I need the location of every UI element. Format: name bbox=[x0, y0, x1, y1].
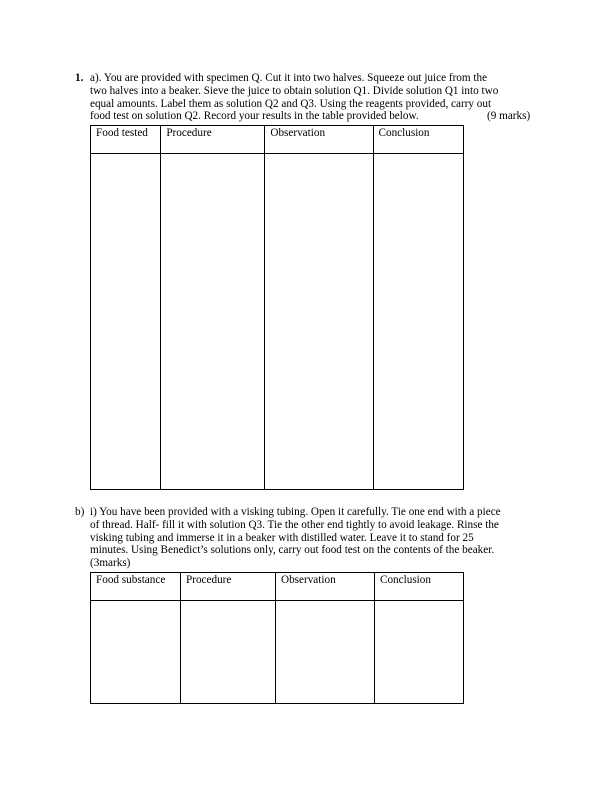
question-number: 1. bbox=[75, 72, 84, 84]
header-observation: Observation bbox=[265, 126, 373, 154]
answer-cell[interactable] bbox=[375, 601, 464, 704]
results-table-a bbox=[90, 125, 464, 490]
question-b-line: visking tubing and immerse it in a beaker with distilled water. Leave it to stand for 25 bbox=[90, 531, 474, 544]
header-food-tested: Food tested bbox=[91, 126, 161, 154]
question-a-line: two halves into a beaker. Sieve the juice to obtain solution Q1. Divide solution Q1 into two bbox=[90, 84, 499, 97]
header-conclusion: Conclusion bbox=[375, 573, 464, 601]
question-a-line: a). You are provided with specimen Q. Cut it into two halves. Squeeze out juice from the bbox=[90, 72, 488, 84]
answer-cell[interactable] bbox=[91, 601, 181, 704]
question-b-line: of thread. Half- fill it with solution Q3. Tie the other end tightly to avoid leakage. Rinse the bbox=[90, 518, 499, 531]
marks-label: (9 marks) bbox=[487, 110, 531, 122]
question-a-text bbox=[90, 72, 498, 123]
question-b-line: i) You have been provided with a visking tubing. Open it carefully. Tie one end with a piece bbox=[90, 506, 501, 518]
results-table-b bbox=[90, 572, 464, 704]
header-procedure: Procedure bbox=[161, 126, 265, 154]
question-b-line: minutes. Using Benedict’s solutions only, carry out food test on the contents of the beaker. bbox=[90, 544, 495, 557]
question-b-line: (3marks) bbox=[90, 557, 131, 570]
question-a-line: equal amounts. Label them as solution Q2 and Q3. Using the reagents provided, carry out bbox=[90, 97, 492, 110]
question-a-line: food test on solution Q2. Record your results in the table provided below. bbox=[90, 110, 419, 123]
question-b-text bbox=[90, 506, 501, 570]
answer-cell[interactable] bbox=[181, 601, 276, 704]
header-conclusion: Conclusion bbox=[373, 126, 463, 154]
question-b-label: b) bbox=[75, 506, 85, 518]
answer-cell[interactable] bbox=[265, 154, 373, 490]
answer-cell[interactable] bbox=[373, 154, 463, 490]
header-food-substance: Food substance bbox=[91, 573, 181, 601]
answer-cell[interactable] bbox=[91, 154, 161, 490]
answer-cell[interactable] bbox=[276, 601, 375, 704]
header-observation: Observation bbox=[276, 573, 375, 601]
answer-cell[interactable] bbox=[161, 154, 265, 490]
header-procedure: Procedure bbox=[181, 573, 276, 601]
